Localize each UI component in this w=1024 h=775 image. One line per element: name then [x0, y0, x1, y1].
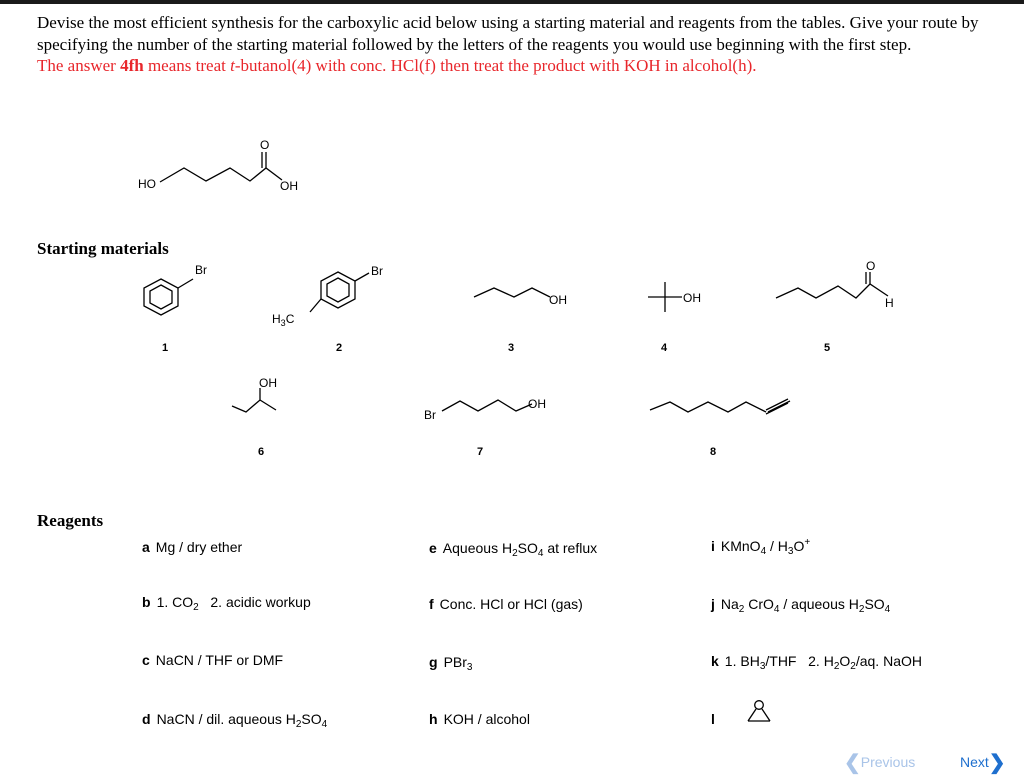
reagent-j [711, 596, 891, 615]
subscript: 2 [850, 661, 856, 672]
example-prefix: The answer [37, 56, 121, 75]
reagent-letter: f [429, 596, 434, 612]
methyl-c: C [285, 312, 295, 326]
reagent-text: PBr [443, 654, 467, 670]
reagent-text: SO [864, 596, 885, 612]
subscript: 3 [787, 546, 794, 557]
superscript: + [804, 537, 811, 548]
epoxide-oxygen-ring [755, 701, 764, 710]
structure-4-tert-butanol [640, 280, 720, 330]
reagent-text: at reflux [543, 540, 598, 556]
reagent-letter: h [429, 711, 438, 727]
reagent-text: O [839, 653, 851, 669]
subscript: 4 [760, 546, 767, 557]
target-chain [160, 168, 282, 182]
hydroxyl-label: OH [549, 293, 567, 307]
subscript: 2 [512, 548, 518, 559]
subscript: 4 [321, 719, 328, 730]
reagent-text: 1. CO [156, 594, 194, 610]
reagent-text: / aqueous H [779, 596, 859, 612]
reagent-text: /THF 2. H [765, 653, 834, 669]
starting-material-number-6: 6 [258, 446, 265, 458]
reagent-l [711, 711, 721, 727]
subscript: 2 [738, 604, 745, 615]
reagent-b [142, 594, 311, 613]
starting-material-number-1: 1 [162, 342, 169, 354]
reagent-text: Mg / dry ether [155, 539, 243, 555]
bromine-label: Br [424, 408, 436, 422]
reagent-letter: d [142, 711, 151, 727]
reagent-text: /aq. NaOH [855, 653, 922, 669]
reagents-heading: Reagents [37, 511, 104, 530]
reagent-text: SO [301, 711, 322, 727]
reagent-text: 2. acidic workup [210, 594, 311, 610]
starting-material-number-5: 5 [824, 342, 831, 354]
methyl-h: H [272, 312, 281, 326]
structure-7-bromopentanol [422, 392, 562, 432]
reagent-letter: c [142, 652, 150, 668]
reagent-text: Conc. HCl or HCl (gas) [439, 596, 583, 612]
structure-3-pentanol [470, 280, 580, 320]
subscript: 3 [759, 661, 766, 672]
reagent-letter: i [711, 538, 715, 554]
subscript: 4 [537, 548, 544, 559]
subscript: 2 [833, 661, 840, 672]
reagent-letter: a [142, 539, 150, 555]
reagent-letter: g [429, 654, 438, 670]
previous-label: Previous [860, 754, 916, 770]
reagent-f [429, 596, 583, 612]
methyl-subscript: 3 [280, 318, 286, 328]
structure-2-bromotoluene [270, 262, 400, 332]
reagent-text: 1. BH [724, 653, 760, 669]
instructions-text: Devise the most efficient synthesis for the carboxylic acid below using a starting material and reagents from the tables. Give your route by specifying the number of the starting material followed by the letters of the reagents you would use beginning with the first step. [37, 13, 979, 54]
starting-material-number-4: 4 [661, 342, 668, 354]
reagent-i [711, 537, 811, 557]
reagent-text: KMnO [720, 538, 761, 554]
reagent-letter: b [142, 594, 151, 610]
reagent-text: O [793, 538, 805, 554]
top-border [0, 0, 1024, 4]
example-rest: -butanol(4) with conc. HCl(f) then treat the product with KOH in alcohol(h). [234, 56, 757, 75]
subscript: 2 [295, 719, 302, 730]
subscript: 4 [884, 604, 891, 615]
aldehyde-h-label: H [885, 296, 894, 310]
ethylene-oxide-structure [742, 696, 776, 726]
reagent-letter: e [429, 540, 437, 556]
methyl-label [272, 312, 295, 328]
target-o-label: O [260, 138, 270, 152]
starting-materials-heading: Starting materials [37, 239, 169, 258]
structure-8-alkyne [648, 392, 798, 432]
subscript: 2 [193, 602, 199, 613]
reagent-text: Na [720, 596, 739, 612]
reagent-letter: l [711, 711, 715, 727]
hydroxyl-label: OH [528, 397, 546, 411]
reagent-text: CrO [744, 596, 774, 612]
reagent-e [429, 540, 598, 559]
reagent-letter: j [711, 596, 715, 612]
hydroxyl-label: OH [683, 291, 701, 305]
reagent-c [142, 652, 283, 668]
subscript: 3 [466, 662, 473, 673]
reagent-d [142, 711, 328, 730]
example-code: 4fh [120, 56, 144, 75]
reagent-letter: k [711, 653, 719, 669]
reagent-text: KOH / alcohol [443, 711, 530, 727]
instructions [37, 12, 997, 77]
example-mid: means treat [143, 56, 231, 75]
next-button[interactable] [960, 748, 1006, 773]
chevron-right-icon: ❯ [988, 752, 1006, 774]
hydroxyl-label: OH [259, 376, 277, 390]
reagent-g [429, 654, 473, 673]
starting-material-number-8: 8 [710, 446, 717, 458]
previous-button[interactable] [844, 748, 915, 773]
subscript: 4 [773, 604, 780, 615]
reagent-text: SO [517, 540, 538, 556]
reagent-text: NaCN / THF or DMF [155, 652, 284, 668]
reagent-a [142, 539, 242, 555]
reagent-h [429, 711, 530, 727]
example-italic: t [230, 56, 235, 75]
reagent-text: Aqueous H [442, 540, 513, 556]
reagent-text: / H [766, 538, 788, 554]
bromine-label: Br [195, 263, 207, 277]
target-ho-label: HO [138, 177, 156, 191]
starting-material-number-2: 2 [336, 342, 343, 354]
subscript: 2 [858, 604, 865, 615]
reagent-k [711, 653, 922, 672]
chevron-left-icon: ❮ [844, 752, 861, 774]
target-oh-label: OH [280, 179, 298, 193]
next-label: Next [960, 754, 989, 770]
structure-6-secondary-alcohol [228, 372, 308, 422]
target-molecule [130, 135, 310, 205]
example-answer [37, 56, 757, 75]
starting-material-number-7: 7 [477, 446, 484, 458]
bromine-label: Br [371, 264, 383, 278]
structure-5-aldehyde [770, 260, 900, 320]
starting-material-number-3: 3 [508, 342, 515, 354]
structure-1-bromobenzene [138, 262, 218, 322]
reagent-text: NaCN / dil. aqueous H [156, 711, 296, 727]
carbonyl-o-label: O [866, 259, 876, 273]
